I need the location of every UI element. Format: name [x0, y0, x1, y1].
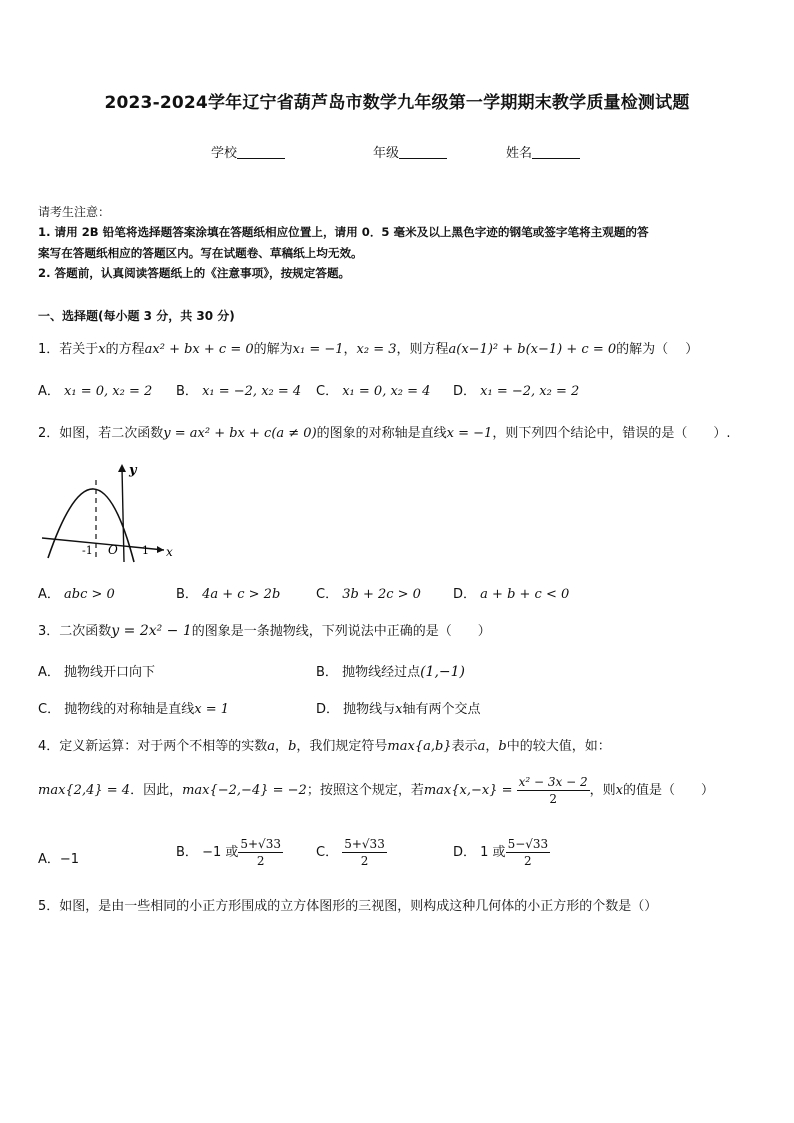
- fraction-numerator: 5+√33: [344, 837, 385, 851]
- notice-line-1b: 案写在答题纸相应的答题区内。写在试题卷、草稿纸上均无效。: [38, 246, 363, 260]
- q4-text: ，: [275, 739, 289, 754]
- q1-option-b: [176, 380, 301, 399]
- question-2: [38, 422, 730, 441]
- tick-neg-one: -1: [82, 544, 93, 557]
- option-text: −1 或: [202, 845, 239, 860]
- q1-option-d: [453, 380, 579, 399]
- q4-option-a: [38, 848, 79, 867]
- q1-text: 1．若关于: [38, 342, 99, 357]
- q2-text: ，则下列四个结论中，错误的是（ ）.: [492, 426, 731, 441]
- q4-var-x: x: [615, 783, 623, 798]
- q2-option-a: [38, 583, 115, 602]
- q4-example-1: max{2,4} = 4: [38, 783, 131, 798]
- notice-line-2: 2. 答题前，认真阅读答题纸上的《注意事项》，按规定答题。: [38, 266, 351, 280]
- q1-solution-2: x₂ = 3: [356, 342, 397, 357]
- section-heading: 一、选择题(每小题 3 分，共 30 分): [38, 309, 235, 323]
- q2-axis: x = −1: [446, 426, 493, 441]
- school-blank: [237, 146, 285, 159]
- q4-option-c: [316, 836, 387, 869]
- option-label: C．: [38, 702, 61, 717]
- q4-fraction: [517, 774, 590, 807]
- option-text: 轴有两个交点: [402, 702, 481, 717]
- q4-var-b: b: [288, 739, 297, 754]
- option-fraction: [342, 836, 387, 869]
- option-label: A．: [38, 587, 60, 602]
- q2-function: y = ax² + bx + c(a ≠ 0): [163, 426, 317, 441]
- name-label: 姓名: [506, 146, 533, 161]
- fraction-denominator: 2: [256, 854, 265, 868]
- q1-text: ，: [343, 342, 357, 357]
- option-label: D．: [453, 384, 477, 399]
- q4-option-d: [453, 836, 550, 869]
- option-text: 4a + c > 2b: [202, 587, 281, 602]
- q3-option-c: [38, 698, 229, 717]
- option-label: D．: [316, 702, 340, 717]
- option-text: 抛物线经过点: [342, 665, 421, 680]
- y-axis-arrow-icon: [118, 464, 126, 472]
- option-math: x = 1: [194, 702, 229, 717]
- option-text: −1: [59, 852, 80, 867]
- q1-text: 的解为（ ）: [616, 342, 699, 357]
- q4-var-b: b: [498, 739, 507, 754]
- option-label: A．: [38, 384, 60, 399]
- y-label: y: [129, 463, 137, 478]
- option-text: x₁ = 0, x₂ = 2: [64, 384, 153, 399]
- option-text: a + b + c < 0: [480, 587, 570, 602]
- q4-text: ，: [485, 739, 499, 754]
- q4-option-b: [176, 836, 283, 869]
- option-math: (1,−1): [420, 664, 465, 680]
- option-text: 抛物线开口向下: [64, 665, 156, 680]
- fraction-denominator: 2: [360, 854, 369, 868]
- option-label: B．: [176, 587, 198, 602]
- q3-option-b: [316, 661, 465, 680]
- page-title: 2023-2024学年辽宁省葫芦岛市数学九年级第一学期期末教学质量检测试题: [104, 93, 690, 113]
- q1-equation-1: ax² + bx + c = 0: [144, 342, 254, 357]
- option-label: D．: [453, 845, 477, 860]
- grade-label: 年级: [373, 146, 400, 161]
- name-blank: [532, 146, 580, 159]
- fraction-denominator: 2: [549, 792, 557, 806]
- q1-var: x: [98, 342, 106, 357]
- grade-blank: [399, 146, 447, 159]
- option-text: x₁ = 0, x₂ = 4: [342, 384, 431, 399]
- option-label: A．: [38, 665, 60, 680]
- q4-text: 中的较大值，如：: [506, 739, 611, 754]
- q1-text: 的方程: [105, 342, 145, 357]
- notice-heading: 请考生注意：: [38, 205, 111, 219]
- q3-option-a: [38, 661, 155, 680]
- q2-option-d: [453, 583, 569, 602]
- school-field: [211, 142, 285, 161]
- q3-text: 的图象是一条抛物线，下列说法中正确的是（ ）: [191, 624, 491, 639]
- q4-text: ，我们规定符号: [296, 739, 388, 754]
- fraction-denominator: 2: [524, 854, 532, 868]
- option-text: 3b + 2c > 0: [342, 587, 421, 602]
- fraction-numerator: x² − 3x − 2: [518, 775, 588, 789]
- option-label: B．: [176, 845, 198, 860]
- q4-text: ；按照这个规定，若: [306, 783, 424, 798]
- q1-equation-2: a(x−1)² + b(x−1) + c = 0: [448, 342, 617, 357]
- q4-condition: max{x,−x} =: [423, 783, 513, 798]
- q4-var-a: a: [267, 739, 276, 754]
- option-label: A．: [38, 852, 60, 867]
- y-axis: [122, 468, 124, 562]
- option-label: C．: [316, 845, 339, 860]
- question-4-line-1: [38, 735, 611, 754]
- option-label: B．: [316, 665, 338, 680]
- question-3: [38, 620, 491, 639]
- x-axis-arrow-icon: [157, 546, 164, 553]
- option-text: 抛物线的对称轴是直线: [64, 702, 195, 717]
- x-label: x: [166, 545, 173, 559]
- q4-example-2: max{−2,−4} = −2: [182, 783, 307, 798]
- q4-text: ．因此，: [130, 783, 183, 798]
- q1-text: ，则方程: [396, 342, 449, 357]
- q1-solution-1: x₁ = −1: [292, 342, 344, 357]
- tick-one: 1: [142, 544, 149, 557]
- q2-text: 2．如图，若二次函数: [38, 426, 164, 441]
- name-field: [506, 142, 580, 161]
- question-5: 5．如图，是由一些相同的小正方形围成的立方体图形的三视图，则构成这种几何体的小正方形的个数是（）: [38, 899, 658, 914]
- option-label: D．: [453, 587, 477, 602]
- q1-option-a: [38, 380, 152, 399]
- option-text: 抛物线与: [343, 702, 396, 717]
- option-text: 1 或: [480, 845, 506, 860]
- q4-text: 4．定义新运算：对于两个不相等的实数: [38, 739, 268, 754]
- option-text: x₁ = −2, x₂ = 4: [202, 384, 302, 399]
- question-4-line-2: [38, 774, 714, 807]
- q4-var-a: a: [477, 739, 486, 754]
- q3-text: 3．二次函数: [38, 624, 112, 639]
- q3-function: y = 2x² − 1: [111, 623, 192, 639]
- q4-text: 的值是（ ）: [622, 783, 714, 798]
- q2-parabola-graph: [38, 458, 178, 568]
- q4-text: ，则: [589, 783, 616, 798]
- q4-max-symbol: max{a,b}: [387, 739, 452, 754]
- grade-field: [373, 142, 447, 161]
- option-fraction: [506, 836, 551, 869]
- option-label: B．: [176, 384, 198, 399]
- option-label: C．: [316, 587, 339, 602]
- option-text: abc > 0: [64, 587, 115, 602]
- notice-line-1a: 1. 请用 2B 铅笔将选择题答案涂填在答题纸相应位置上，请用 0．5 毫米及以上黑色字迹的钢笔或签字笔将主观题的答: [38, 225, 649, 239]
- option-fraction: [238, 836, 283, 869]
- fraction-numerator: 5−√33: [507, 837, 549, 851]
- option-math: x: [395, 702, 403, 717]
- q2-text: 的图象的对称轴是直线: [316, 426, 447, 441]
- q1-option-c: [316, 380, 430, 399]
- q4-text: 表示: [451, 739, 478, 754]
- option-label: C．: [316, 384, 339, 399]
- option-text: x₁ = −2, x₂ = 2: [480, 384, 580, 399]
- q2-option-b: [176, 583, 280, 602]
- q1-text: 的解为: [253, 342, 293, 357]
- question-1: [38, 338, 698, 357]
- origin-label: O: [108, 543, 118, 557]
- school-label: 学校: [211, 146, 238, 161]
- q2-option-c: [316, 583, 421, 602]
- q3-option-d: [316, 698, 481, 717]
- fraction-numerator: 5+√33: [240, 837, 281, 851]
